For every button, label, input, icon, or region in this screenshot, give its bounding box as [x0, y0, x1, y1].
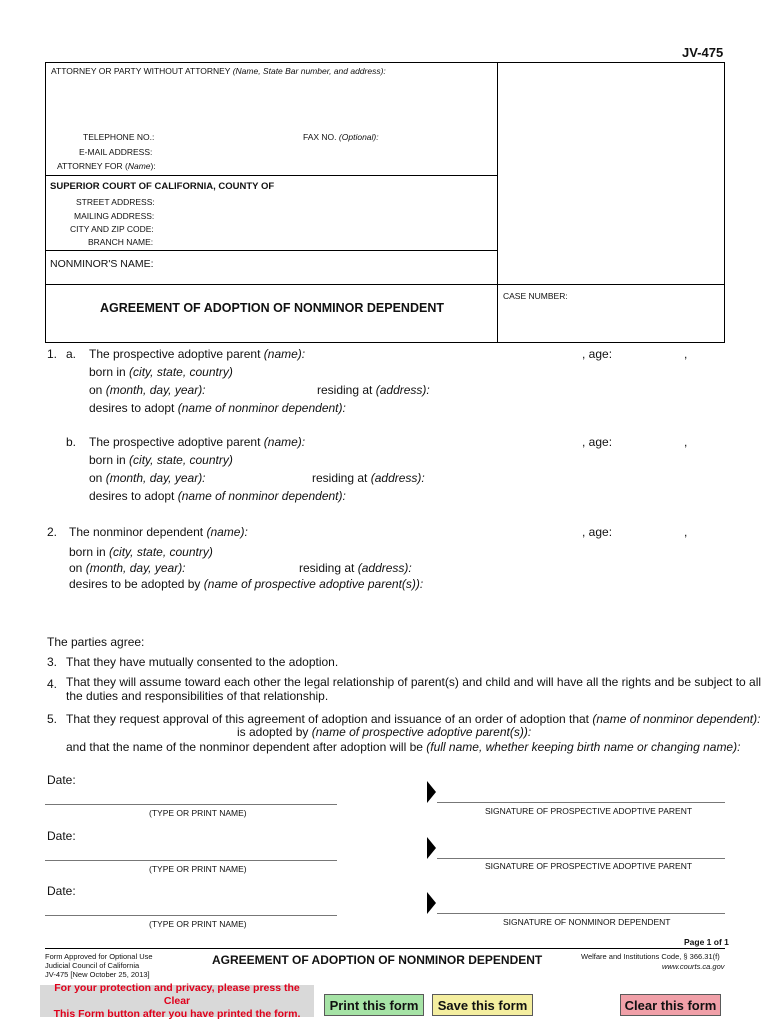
item-1a-age: , age: [582, 347, 613, 361]
item-1b-residing: residing at (address): [312, 471, 425, 485]
item-1a-dob: on (month, day, year): [89, 383, 206, 397]
branch-label: BRANCH NAME: [88, 237, 154, 247]
item-5-text-line2: is adopted by (name of prospective adoptive parent(s)): [237, 725, 532, 739]
item-1a-parent-name: The prospective adoptive parent (name): [89, 347, 306, 361]
item-2-comma: , [684, 525, 688, 539]
footer-approved: Form Approved for Optional Use [45, 952, 153, 961]
item-1a-desires: desires to adopt (name of nonminor dependent): [89, 401, 346, 415]
signature-3-name-line[interactable] [45, 915, 337, 916]
item-1b-dob: on (month, day, year): [89, 471, 206, 485]
item-1b-letter: b. [66, 435, 77, 449]
attorney-for-label: ATTORNEY FOR (Name): [57, 161, 156, 171]
print-button[interactable]: Print this form [324, 994, 424, 1016]
signature-1-date-label: Date: [47, 773, 76, 787]
parties-agree-heading: The parties agree: [47, 635, 145, 649]
signature-1-arrow-icon [427, 781, 436, 803]
caption-divider [497, 62, 498, 343]
fax-label: FAX NO. (Optional): [303, 132, 379, 142]
court-title: SUPERIOR COURT OF CALIFORNIA, COUNTY OF [50, 181, 275, 192]
footer-rule [45, 948, 725, 949]
street-label: STREET ADDRESS: [76, 197, 155, 207]
mailing-label: MAILING ADDRESS: [74, 211, 155, 221]
item-1b-parent-name: The prospective adoptive parent (name): [89, 435, 306, 449]
item-4-text-line2: the duties and responsibilities of that relationship. [66, 689, 329, 703]
item-5-number: 5. [47, 712, 58, 726]
item-1b-desires: desires to adopt (name of nonminor dependent): [89, 489, 346, 503]
form-title: AGREEMENT OF ADOPTION OF NONMINOR DEPENDENT [100, 301, 444, 315]
save-button[interactable]: Save this form [432, 994, 533, 1016]
item-1a-letter: a. [66, 347, 77, 361]
signature-1-print-caption: (TYPE OR PRINT NAME) [149, 808, 247, 818]
signature-1-name-line[interactable] [45, 804, 337, 805]
city-zip-label: CITY AND ZIP CODE: [70, 224, 154, 234]
item-1-number: 1. [47, 347, 58, 361]
item-1b-born: born in (city, state, country) [89, 453, 233, 467]
item-1b-age: , age: [582, 435, 613, 449]
item-2-age: , age: [582, 525, 613, 539]
signature-2-print-caption: (TYPE OR PRINT NAME) [149, 864, 247, 874]
signature-2-arrow-icon [427, 837, 436, 859]
footer-revision: JV-475 [New October 25, 2013] [45, 970, 150, 979]
signature-3-caption: SIGNATURE OF NONMINOR DEPENDENT [503, 917, 671, 927]
item-4-text-line1: That they will assume toward each other the legal relationship of parent(s) and child and will have all the rights and be subject to all [66, 675, 762, 689]
footer-url: www.courts.ca.gov [662, 962, 725, 971]
clear-button[interactable]: Clear this form [620, 994, 721, 1016]
item-1b-comma: , [684, 435, 688, 449]
nonminor-name-label: NONMINOR'S NAME: [50, 258, 154, 270]
privacy-notice-line2: This Form button after you have printed the form. [53, 1007, 301, 1020]
form-number: JV-475 [682, 45, 724, 60]
page-number: Page 1 of 1 [684, 937, 729, 947]
item-2-nonminor-name: The nonminor dependent (name): [69, 525, 248, 539]
footer-code: Welfare and Institutions Code, § 366.31(f) [581, 952, 720, 961]
item-2-residing: residing at (address): [299, 561, 412, 575]
signature-3-line[interactable] [437, 913, 725, 914]
signature-3-print-caption: (TYPE OR PRINT NAME) [149, 919, 247, 929]
telephone-label: TELEPHONE NO.: [83, 132, 155, 142]
signature-1-line[interactable] [437, 802, 725, 803]
signature-2-caption: SIGNATURE OF PROSPECTIVE ADOPTIVE PARENT [485, 861, 693, 871]
signature-3-date-label: Date: [47, 884, 76, 898]
item-5-text-line3: and that the name of the nonminor dependent after adoption will be (full name, whether keeping birth name or changing name): [66, 740, 741, 754]
footer-title: AGREEMENT OF ADOPTION OF NONMINOR DEPENDENT [212, 953, 543, 967]
footer-council: Judicial Council of California [45, 961, 140, 970]
item-1a-born: born in (city, state, country) [89, 365, 233, 379]
attorney-label: ATTORNEY OR PARTY WITHOUT ATTORNEY (Name, State Bar number, and address): [51, 66, 386, 76]
item-5-text-line1: That they request approval of this agreement of adoption and issuance of an order of adoption that (name of nonminor dependent): [66, 712, 761, 726]
signature-2-name-line[interactable] [45, 860, 337, 861]
item-2-number: 2. [47, 525, 58, 539]
item-2-desires: desires to be adopted by (name of prospective adoptive parent(s)): [69, 577, 424, 591]
signature-3-arrow-icon [427, 892, 436, 914]
item-4-number: 4. [47, 677, 58, 691]
case-number-label: CASE NUMBER: [503, 291, 568, 301]
item-1a-residing: residing at (address): [317, 383, 430, 397]
item-3-text: That they have mutually consented to the adoption. [66, 655, 339, 669]
signature-2-date-label: Date: [47, 829, 76, 843]
email-label: E-MAIL ADDRESS: [79, 147, 153, 157]
signature-1-caption: SIGNATURE OF PROSPECTIVE ADOPTIVE PARENT [485, 806, 693, 816]
privacy-notice [40, 981, 314, 1020]
item-3-number: 3. [47, 655, 58, 669]
signature-2-line[interactable] [437, 858, 725, 859]
item-2-born: born in (city, state, country) [69, 545, 213, 559]
item-1a-comma: , [684, 347, 688, 361]
privacy-notice-line1: For your protection and privacy, please press the Clear [54, 981, 300, 1007]
item-2-dob: on (month, day, year): [69, 561, 186, 575]
